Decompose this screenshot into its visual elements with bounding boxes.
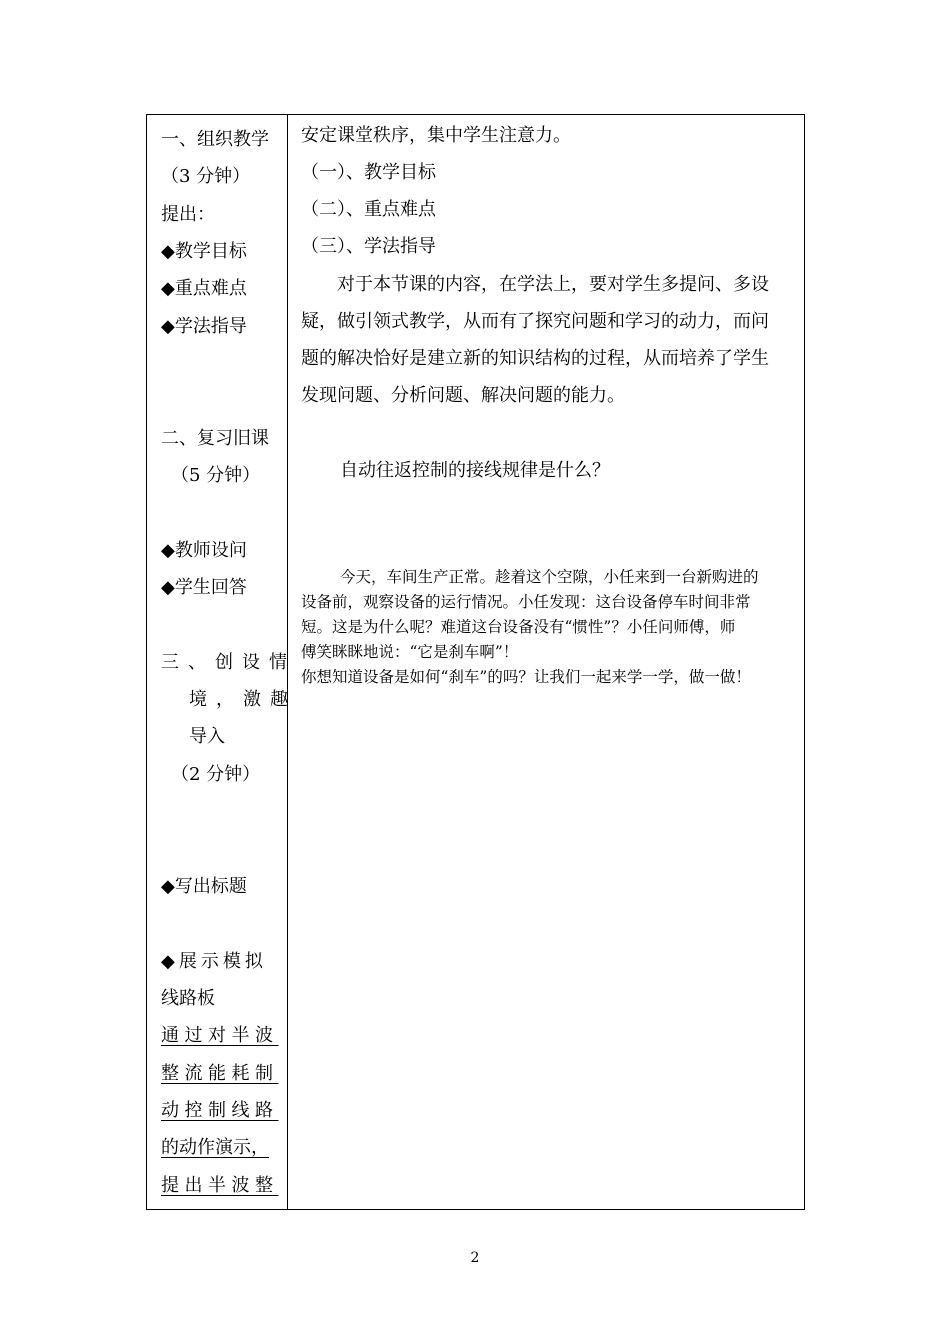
section3-title-line2: 境，激趣 bbox=[189, 689, 297, 710]
section1-item: ◆教学目标 bbox=[161, 241, 247, 262]
section2-time: （5 分钟） bbox=[171, 465, 261, 486]
teaching-content-column bbox=[288, 115, 804, 1209]
method-paragraph-line: 发现问题、分析问题、解决问题的能力。 bbox=[301, 385, 625, 406]
section2-title: 二、复习旧课 bbox=[161, 428, 269, 449]
subheading: （三）、学法指导 bbox=[301, 236, 436, 257]
section2-item: ◆学生回答 bbox=[161, 577, 247, 598]
story-line: 短。这是为什么呢？难道这台设备没有“惯性”？小任问师傅，师 bbox=[301, 618, 736, 636]
method-paragraph-line: 疑，做引领式教学，从而有了探究问题和学习的动力，而问 bbox=[301, 311, 769, 332]
page-number: 2 bbox=[470, 1250, 480, 1266]
section1-time: （3 分钟） bbox=[161, 166, 251, 187]
section1-title: 一、组织教学 bbox=[161, 129, 269, 150]
story-line: 今天，车间生产正常。趁着这个空隙，小任来到一台新购进的 bbox=[340, 568, 759, 586]
section1-intro: 提出： bbox=[161, 204, 215, 225]
review-question: 自动往返控制的接线规律是什么？ bbox=[340, 460, 610, 481]
section1-item: ◆重点难点 bbox=[161, 278, 247, 299]
show-board-item: ◆展示模拟 bbox=[161, 951, 267, 972]
story-line: 傅笑眯眯地说：“它是刹车啊”！ bbox=[301, 643, 519, 661]
section3-title: 三、创设情 bbox=[161, 652, 296, 673]
demo-text-line: 整流能耗制 bbox=[161, 1063, 279, 1084]
section3-title-line3: 导入 bbox=[189, 726, 225, 747]
section2-item: ◆教师设问 bbox=[161, 540, 247, 561]
demo-text-line: 的动作演示， bbox=[161, 1137, 269, 1158]
lesson-plan-table bbox=[146, 114, 805, 1210]
demo-text-line: 动控制线路 bbox=[161, 1100, 279, 1121]
subheading: （二）、重点难点 bbox=[301, 199, 436, 220]
content-line: 安定课堂秩序，集中学生注意力。 bbox=[301, 125, 571, 146]
teaching-steps-column bbox=[147, 115, 297, 1209]
method-paragraph-line: 对于本节课的内容，在学法上，要对学生多提问、多设 bbox=[337, 274, 769, 295]
demo-text-line: 通过对半波 bbox=[161, 1025, 279, 1046]
section1-item: ◆学法指导 bbox=[161, 316, 247, 337]
subheading: （一）、教学目标 bbox=[301, 162, 436, 183]
section3-time: （2 分钟） bbox=[171, 764, 261, 785]
demo-text-line: 提出半波整 bbox=[161, 1175, 279, 1196]
show-board-item-line2: 线路板 bbox=[161, 988, 215, 1009]
story-line: 设备前，观察设备的运行情况。小任发现：这台设备停车时间非常 bbox=[301, 593, 751, 611]
story-line: 你想知道设备是如何“刹车”的吗？让我们一起来学一学，做一做！ bbox=[301, 668, 751, 686]
write-title-item: ◆写出标题 bbox=[161, 876, 247, 897]
method-paragraph-line: 题的解决恰好是建立新的知识结构的过程，从而培养了学生 bbox=[301, 348, 769, 369]
